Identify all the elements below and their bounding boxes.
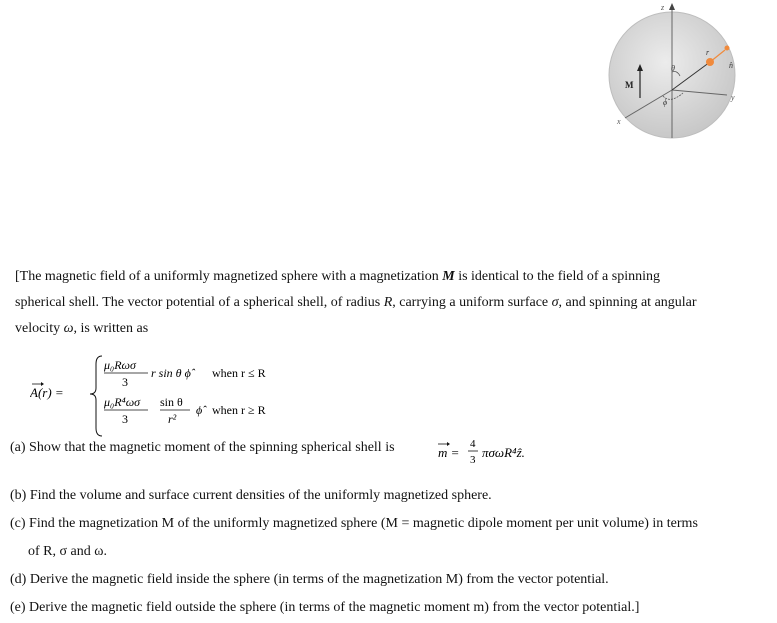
question-e: (e) Derive the magnetic field outside the sphere (in terms of the magnetic moment m) from the vector potential.] bbox=[10, 600, 640, 615]
y-label: y bbox=[731, 93, 735, 102]
case2-denominator: 3 bbox=[122, 412, 128, 426]
x-label: x bbox=[617, 117, 621, 126]
magnetic-moment-formula bbox=[438, 433, 568, 467]
moment-num: 4 bbox=[470, 438, 476, 450]
moment-den: 3 bbox=[470, 454, 476, 466]
case1-numerator: μ₀Rωσ bbox=[104, 358, 136, 372]
n-label: n̂ bbox=[729, 61, 733, 70]
intro-line1-a: [The magnetic field of a uniformly magnetized sphere with a magnetization bbox=[15, 269, 443, 284]
intro-line3-b: , is written as bbox=[73, 321, 149, 336]
question-c-line2: of R, σ and ω. bbox=[28, 544, 107, 559]
case2-frac2-numerator: sin θ bbox=[160, 395, 183, 409]
equation-lhs: A(r) = bbox=[30, 385, 64, 400]
question-a-text: (a) Show that the magnetic moment of the spinning spherical shell is bbox=[10, 440, 395, 455]
sphere-diagram bbox=[605, 0, 777, 150]
z-label: z bbox=[661, 3, 665, 12]
question-b: (b) Find the volume and surface current densities of the uniformly magnetized sphere. bbox=[10, 488, 492, 503]
case1-expression: r sin θ ϕ̂ bbox=[151, 366, 191, 380]
moment-lhs: m = bbox=[438, 445, 460, 460]
intro-R: R bbox=[383, 295, 393, 310]
case1-condition: when r ≤ R bbox=[212, 366, 266, 380]
M-label: M bbox=[625, 80, 634, 90]
question-d: (d) Derive the magnetic field inside the sphere (in terms of the magnetization M) from the vector potential. bbox=[10, 572, 609, 587]
intro-M: M bbox=[442, 269, 455, 284]
moment-rhs: πσωR⁴ẑ. bbox=[482, 445, 525, 460]
sphere-figure bbox=[605, 0, 777, 150]
theta-label: θ bbox=[671, 64, 675, 73]
intro-paragraph bbox=[15, 264, 765, 342]
case2-frac2-denominator: r² bbox=[168, 412, 177, 426]
intro-line2-b: , carrying a uniform surface bbox=[392, 295, 552, 310]
intro-line1-b: is identical to the field of a spinning bbox=[454, 269, 660, 284]
question-a bbox=[10, 440, 395, 456]
case2-expression: ϕ̂ bbox=[196, 403, 203, 417]
intro-omega: ω bbox=[63, 321, 74, 336]
intro-sigma: σ bbox=[551, 295, 559, 310]
vector-potential-equation bbox=[30, 350, 330, 442]
intro-line2-a: spherical shell. The vector potential of a spherical shell, of radius bbox=[15, 295, 384, 310]
phi-label: ϕ bbox=[663, 98, 668, 107]
case1-denominator: 3 bbox=[122, 375, 128, 389]
case2-condition: when r ≥ R bbox=[212, 403, 266, 417]
intro-line3-a: velocity bbox=[15, 321, 64, 336]
equation-svg bbox=[30, 350, 330, 442]
intro-line2-c: , and spinning at angular bbox=[558, 295, 697, 310]
normal-tip bbox=[725, 46, 730, 51]
question-c-line1: (c) Find the magnetization M of the uniformly magnetized sphere (M = magnetic dipole moment per unit volume) in terms bbox=[10, 516, 698, 531]
r-label: r bbox=[706, 48, 710, 57]
case2-numerator: μ₀R⁴ωσ bbox=[104, 395, 141, 409]
